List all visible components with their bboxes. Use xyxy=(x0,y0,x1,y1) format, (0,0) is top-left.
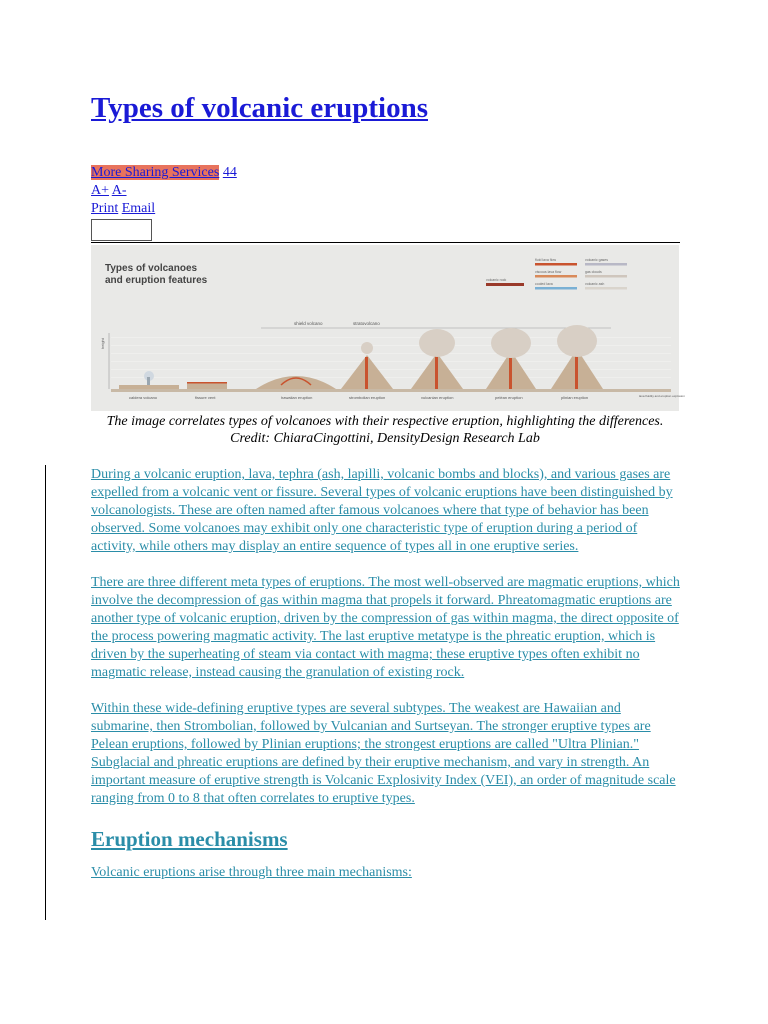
figure-heading-line1: Types of volcanoes xyxy=(105,263,198,274)
section-intro[interactable]: Volcanic eruptions arise through three main mechanisms: xyxy=(91,865,412,880)
figure-type-strombolian: strombolian eruption xyxy=(349,395,386,400)
font-decrease-link[interactable]: A- xyxy=(111,183,127,198)
figure-group-shield: shield volcano xyxy=(294,321,323,326)
paragraph-1[interactable]: During a volcanic eruption, lava, tephra (ash, lapilli, volcanic bombs and blocks), and various gases are expelled from a volcanic vent or fissure. Several types of volcanic eruptions have been distinguished by volcanologists. These are often named after famous volcanoes where that type of behavior has been observed. Some volcanoes may exhibit only one characteristic type of eruption during a period of activity, while others may display an entire sequence of types all in one eruptive series. xyxy=(91,467,673,554)
share-count-link[interactable]: 44 xyxy=(222,165,237,180)
more-sharing-link[interactable]: More Sharing Services xyxy=(91,165,220,180)
paragraph-2[interactable]: There are three different meta types of eruptions. The most well-observed are magmatic eruptions, which involve the decompression of gas within magma that propels it forward. Phreatomagmatic eruptions are another type of volcanic eruption, driven by the compression of gas within magma, the direct opposite of the process powering magmatic activity. The last eruptive metatype is the phreatic eruption, which is driven by the superheating of steam via contact with magma; these eruptive types often exhibit no magmatic release, instead causing the granulation of existing rock. xyxy=(91,575,680,680)
share-toolbar xyxy=(91,164,237,218)
article-body xyxy=(91,466,681,900)
volcano-types-figure xyxy=(91,245,685,411)
divider xyxy=(91,242,680,243)
legend-fluid-lava: fluid lava flow xyxy=(535,258,557,262)
caption-text: The image correlates types of volcanoes with their respective eruption, highlighting the differences. xyxy=(106,414,664,429)
print-link[interactable]: Print xyxy=(91,201,119,216)
caption-credit: Credit: ChiaraCingottini, DensityDesign Research Lab xyxy=(230,431,540,446)
font-increase-link[interactable]: A+ xyxy=(91,183,110,198)
section-heading[interactable]: Eruption mechanisms xyxy=(91,827,288,851)
legend-gas-clouds: gas clouds xyxy=(585,270,602,274)
legend-volcanic-rock: volcanic rock xyxy=(486,278,507,282)
legend-viscous-lava: viscous lava flow xyxy=(535,270,562,274)
email-link[interactable]: Email xyxy=(121,201,156,216)
figure-caption xyxy=(91,413,679,447)
figure-type-plinian: plinian eruption xyxy=(561,395,589,400)
article-title[interactable]: Types of volcanic eruptions xyxy=(91,92,428,124)
figure-type-pelean: peléan eruption xyxy=(495,395,523,400)
figure-axis-label: height xyxy=(100,338,105,349)
left-rule xyxy=(45,465,46,920)
legend-volcanic-ash: volcanic ash xyxy=(585,282,605,286)
figure-axis-note: lava fluidity and eruption explosion xyxy=(639,394,685,398)
figure-type-vulcanian: vulcanian eruption xyxy=(421,395,454,400)
figure-type-hawaiian: hawaiian eruption xyxy=(281,395,313,400)
legend-volcanic-gases: volcanic gases xyxy=(585,258,608,262)
figure-heading-line2: and eruption features xyxy=(105,275,208,286)
paragraph-3[interactable]: Within these wide-defining eruptive types are several subtypes. The weakest are Hawaiian and submarine, then Strombolian, followed by Vulcanian and Surtseyan. The stronger eruptive types are Pelean eruptions, followed by Plinian eruptions; the strongest eruptions are called "Ultra Plinian." Subglacial and phreatic eruptions are defined by their eruptive mechanism, and vary in strength. An important measure of eruptive strength is Volcanic Explosivity Index (VEI), an order of magnitude scale ranging from 0 to 8 that often correlates to eruptive types. xyxy=(91,701,676,806)
figure-group-strato: stratovolcano xyxy=(353,321,380,326)
comment-input-box[interactable] xyxy=(91,219,152,241)
legend-cooled-lava: cooled lava xyxy=(535,282,553,286)
figure-type-fissure: fissure vent xyxy=(195,395,216,400)
figure-type-caldera: caldera volcano xyxy=(129,395,158,400)
